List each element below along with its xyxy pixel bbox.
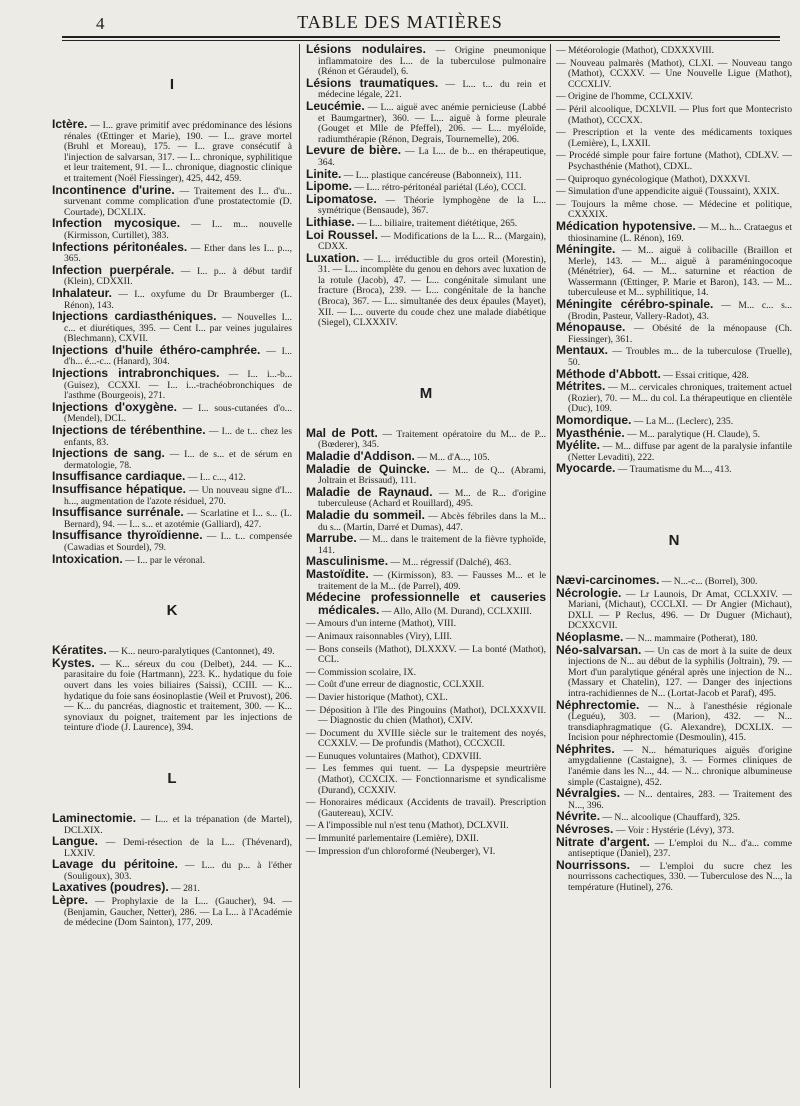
entry-heading: Injections de sang. [52,446,165,461]
index-entry [556,218,792,244]
index-entry [306,250,546,329]
index-entry [306,845,546,858]
entry-heading: Infection puerpérale. [52,262,175,277]
index-entry [306,461,546,487]
index-entry [556,126,792,149]
entry-body: — I... m... nouvelle (Kirmisson, Curtillet), 383. [64,219,292,241]
entry-body: — M... h... Crataegus et thiosinamine (L. Rénon), 169. [568,221,792,244]
entry-heading: Néo-salvarsan. [556,642,642,657]
index-entry [556,345,792,368]
index-entry [306,796,546,819]
entry-heading: Méthode d'Abbott. [556,366,661,381]
entry-body: — N... dentaires, 283. — Traitement des N..., 396. [568,789,792,811]
entry-heading: Méningite. [556,242,616,257]
entry-body: — M... cervicales chroniques, traitement actuel (Rozier), 70. — M... du col. La thérapeutique en clientèle (Duc), 109. [568,382,792,415]
index-entry [306,484,546,510]
entry-heading: Nourrissons. [556,857,631,872]
index-entry [306,566,546,592]
index-entry [306,44,546,78]
entry-body: — L... et la trépanation (de Martel), DCLXIX. [64,813,292,836]
index-entry [306,630,546,643]
index-entry [556,788,792,811]
entry-body: — Scarlatine et I... s... (L. Bernard), 94. — I... s... et azotémie (Galliard), 427. [64,508,292,530]
entry-heading: Loi Roussel. [306,227,378,242]
index-entry [52,218,292,241]
entry-heading: Injections de térébenthine. [52,423,206,438]
entry-heading: Insuffisance cardiaque. [52,469,186,484]
entry-heading: Maladie d'Addison. [306,449,415,464]
entry-heading: Névralgies. [556,786,621,801]
entry-body: — Bons conseils (Mathot), DLXXXV. — La bonté (Mathot), CCL. [306,643,546,666]
entry-body: — N...-c... (Borrel), 300. [659,575,758,587]
index-entry [52,399,292,425]
entry-heading: Mentaux. [556,343,609,358]
index-entry [52,311,292,345]
entry-body: — Les femmes qui tuent. — La dyspepsie meurtrière (Mathot), CCXCIX. — Fonctionnarisme et syndicalisme (Durand), CCXXIV. [306,763,546,796]
entry-heading: Lésions traumatiques. [306,75,439,90]
index-entry [306,666,546,679]
index-entry [556,697,792,744]
entry-heading: Injections cardiasthéniques. [52,309,217,324]
index-entry [306,617,546,630]
entry-heading: Incontinence d'urine. [52,182,175,197]
entry-heading: Luxation. [306,250,360,265]
index-entry [556,90,792,103]
entry-heading: Marrube. [306,531,357,546]
entry-body: — Péril alcoolique, DCXLVII. — Plus fort que Montecristo (Mathot), CCCXX. [556,103,792,126]
entry-heading: Ménopause. [556,320,626,335]
entry-body: — M... régressif (Dalché), 463. [388,557,512,569]
header-rule [62,36,780,38]
entry-body: — La M... (Leclerc), 235. [631,416,734,427]
index-entry [556,834,792,860]
entry-body: — Traitement opératoire du M... de P... (Bœderer), 345. [318,428,546,451]
entry-heading: Métrites. [556,379,606,394]
entry-heading: Langue. [52,834,99,849]
index-entry [556,642,792,700]
index-entry [556,198,792,221]
entry-body: — Nouvelles I... c... et diurétiques, 395. — Cent I... par veines jugulaires (Blechmann), CXVII. [64,312,292,345]
index-entry [306,691,546,704]
entry-heading: Néphrectomie. [556,697,640,712]
entry-body: — I... oxyfume du Dr Braumberger (L. Rénon), 143. [64,288,292,311]
index-entry [556,44,792,57]
entry-body: — Immunité parlementaire (Lemière), DXII. [306,833,479,845]
entry-heading: Ictère. [52,117,88,131]
entry-heading: Masculinisme. [306,554,389,569]
entry-heading: Nævi-carcinomes. [556,572,660,587]
entry-body: — I... d'h... é...-c... (Hanard), 304. [64,345,292,368]
entry-body: — Abcès fébriles dans la M... du s... (Martin, Darré et Dumas), 447. [318,511,546,533]
index-entry [52,810,292,836]
entry-heading: Lavage du péritoine. [52,857,178,872]
entry-body: — Simulation d'une appendicite aiguë (Toussaint), XXIX. [556,186,780,198]
entry-heading: Insuffisance thyroïdienne. [52,528,203,543]
entry-body: — La L... de b... en thérapeutique, 364. [318,146,546,168]
entry-body: — L... aiguë avec anémie pernicieuse (Labbé et Baumgartner), 360. — L... aiguë à forme pleurale (Gouget et Mlle de Pfeffel), 206. — L... myéloïde, radiumthérapie (Rénon, Degrais, Tournemelle), 206. [318,101,546,145]
index-entry [52,551,292,567]
entry-body: — Allo, Allo (M. Durand), CCLXXIII. [379,605,532,617]
entry-heading: Nitrate d'argent. [556,834,650,849]
index-entry [556,173,792,186]
page-number: 4 [96,14,105,33]
entry-heading: Mastoïdite. [306,566,369,581]
entry-heading: Névrite. [556,809,601,824]
index-entry [556,585,792,632]
entry-heading: Infections péritonéales. [52,239,188,254]
index-entry [556,103,792,126]
entry-body: — Impression d'un chloroformé (Neuberger), VI. [306,845,496,857]
index-entry [556,322,792,345]
entry-heading: Insuffisance hépatique. [52,482,186,496]
index-entry [52,895,292,929]
index-entry [52,119,292,185]
section-letter: K [166,602,178,620]
entry-body: — L... plastique cancéreuse (Babonneix), 111. [341,169,522,181]
entry-heading: Linite. [306,166,342,181]
column-divider [550,44,551,1088]
index-entry [52,836,292,859]
entry-heading: Médecine professionnelle et causeries médicales. [306,590,546,617]
entry-body: — Origine pneumonique inflammatoire des L... de la tuberculose pulmonaire (Rénon et Géraudel), 6. [318,45,546,78]
entry-body: — M... de R... d'origine tuberculeuse (Achard et Rouillard), 495. [318,487,546,510]
index-entry [306,425,546,451]
section-letter: N [668,531,680,549]
entry-heading: Leucémie. [306,98,365,113]
entry-body: — L'emploi du N... d'a... comme antiseptique (Daniel), 237. [568,837,792,860]
entry-body: — 281. [168,883,200,895]
entry-heading: Inhalateur. [52,285,113,300]
entry-body: — Troubles m... de la tuberculose (Truelle), 50. [568,346,792,369]
entry-heading: Méningite cérébro-spinale. [556,297,714,312]
index-entry [306,819,546,832]
entry-body: — M... dans le traitement de la fièvre typhoïde, 141. [318,534,546,556]
index-entry [306,191,546,217]
header-rule-thin [62,40,780,41]
entry-body: — I... c..., 412. [185,472,246,484]
index-entry [556,299,792,322]
entry-body: — L... rétro-péritonéal pariétal (Léo), CCCI. [352,182,526,194]
column-left [52,44,292,1086]
entry-body: — Demi-résection de la L... (Thévenard), LXXIV. [64,837,292,859]
entry-heading: Intoxication. [52,551,123,566]
entry-body: — M... paralytique (H. Claude), 5. [624,428,761,440]
entry-body: — N... à l'anesthésie régionale (Leguéu), 303. — (Marion), 432. — N... transdiaphragmatique (G. Alexandre), DCXLIX. — Incision pour néphrectomie (Desmoulin), 415. [568,700,792,744]
index-entry [306,533,546,556]
entry-body: — L... t... du rein et médecine légale, 221. [318,78,546,101]
entry-body: — Voir : Hystérie (Lévy), 373. [613,825,734,837]
index-entry [306,832,546,845]
entry-heading: Néoplasme. [556,629,624,644]
index-entry [52,425,292,448]
entry-body: — Météorologie (Mathot), CDXXXVIII. [556,45,714,56]
entry-body: — Coût d'une erreur de diagnostic, CCLXXII. [306,679,485,691]
entry-body: — N... hématuriques aiguës d'origine amygdalienne (Castaigne), 3. — Formes cliniques de l'anémie dans les N..., 44. — N... chronique albumineuse simple (Castaigne), 452. [568,744,792,788]
entry-heading: Névroses. [556,822,614,837]
entry-heading: Levure de bière. [306,143,402,158]
entry-heading: Myasthénie. [556,425,625,440]
entry-body: — (Kirmisson), 83. — Fausses M... et le traitement de la M... (de Parrel), 409. [318,569,546,592]
entry-heading: Injections d'huile éthéro-camphrée. [52,342,261,357]
entry-heading: Infection mycosique. [52,216,181,231]
entry-body: — I... de s... et de sérum en dermatologie, 78. [64,449,292,471]
entry-body: — Lr Launois, Dr Amat, CCLXXIV. — Mariani, (Michaut), CCCLXI. — Dr Angier (Michaut), DXLI. — P Reclus, 496. — Dr Duguer (Michaut), DCXXCVII. [568,588,792,632]
entry-heading: Maladie du sommeil. [306,508,425,522]
entry-heading: Momordique. [556,413,632,427]
entry-body: — M... de Q... (Abrami, Joltrain et Brissaud), 111. [318,464,546,487]
entry-body: — L... du p... à l'éther (Souligoux), 303. [64,860,292,882]
section-letter: I [169,76,175,93]
index-entry [52,285,292,311]
entry-heading: Lithiase. [306,214,355,229]
index-entry [556,185,792,198]
entry-heading: Mal de Pott. [306,425,378,440]
entry-heading: Laxatives (poudres). [52,880,169,895]
entry-heading: Nécrologie. [556,585,622,600]
entry-body: — Nouveau palmarès (Mathot), CLXI. — Nouveau tango (Mathot), CCXXV. — Une Nouvelle Ligue (Mathot), CCCXLIV. [556,57,792,90]
entry-body: — I... t... compensée (Cawadias et Sourdel), 79. [64,531,292,553]
entry-body: — Obésité de la ménopause (Ch. Fiessinger), 361. [568,323,792,345]
index-entry [52,182,292,219]
index-entry [306,678,546,691]
entry-body: — Ether dans les I... p..., 365. [64,242,292,265]
index-entry [52,262,292,288]
entry-body: — Un nouveau signe d'I... h..., augmentation de l'azote résiduel, 270. [64,485,292,507]
entry-body: — M... aiguë à colibacille (Braillon et Merle), 143. — M... aiguë à paraméningocoque (Ménétrier), 64. — M... saturnine et réaction de Wassermann (Œttinger, P. Marie et Baron), 143. — M... tuberculeuse et M... syphilitique, 14. [568,245,792,299]
entry-body: — Prophylaxie de la L... (Gaucher), 94. — (Benjamin, Gaucher, Netter), 286. — La L... à l'Académie de médecine (Dom Sainton), 177, 209. [64,896,292,929]
entry-body: — I... p... à début tardif (Klein), CDXXII. [64,265,292,288]
entry-heading: Kystes. [52,655,95,670]
entry-body: — L... irréductible du gros orteil (Morestin), 31. — L... incomplète du genou en dehors avec luxation de la rotule (Jacob), 47. — L... congénitale simulant une fracture (Broca), 239. — L... congénitale de la hanche (Broca), 367. — L... simultanée des deux épaules (Mayet), XII. — L... ouverte du coude chez une malade diabétique (Siegel), CLXXXIV. [318,253,546,329]
entry-heading: Insuffisance surrénale. [52,505,184,520]
running-head: TABLE DES MATIÈRES [297,12,503,32]
entry-body: — L... biliaire, traitement diététique, 265. [354,217,518,229]
entry-heading: Lipomatose. [306,191,377,206]
column-middle [306,44,546,1086]
entry-body: — Toujours la même chose. — Médecine et politique, CXXXIX. [556,198,792,221]
index-entry [52,655,292,734]
index-entry [306,510,546,533]
index-entry [306,643,546,666]
entry-body: — I... de t... chez les enfants, 83. [64,426,292,448]
entry-body: — Document du XVIIIe siècle sur le traitement des noyés, CCXXLV. — De profundis (Mathot), CCCXCII. [306,727,546,750]
entry-body: — Eunuques voluntaires (Mathot), CDXVIII. [306,750,482,762]
entry-body: — K... séreux du cou (Delbet), 244. — K... parasitaire du foie (Hartmann), 223. K.. hydatique du foie ouvert dans les voies biliaires (Saissi), CCIII. — K... hydatique du foie sans éosinoplastie (Weil et Pruvost), 206. — K... du pancréas, diagnostic et traitement, 300. — K... synoviaux du poignet, traitement par les injections de teinture d'iode (J. Laurence), 394. [64,658,292,734]
index-entry [52,484,292,507]
entry-body: — Un cas de mort à la suite de deux injections de N... au début de la syphilis (Joltrain), 79. — Mort d'un paralytique général après une injection de N... (Massary et Chatelin), 127. — Danger des injections intra-rachidiennes de N... (Lortat-Jacob et Paraf), 495. [568,645,792,699]
index-entry [52,342,292,368]
column-right [556,44,792,1086]
index-entry [52,239,292,265]
index-entry [556,244,792,299]
entry-body: — Amours d'un interne (Mathot), VIII. [306,618,456,630]
column-divider [299,44,300,1088]
index-entry [52,530,292,553]
entry-heading: Myélite. [556,438,601,453]
index-entry [556,149,792,172]
entry-body: — I... par le véronal. [122,554,205,566]
entry-heading: Lipome. [306,179,353,194]
entry-heading: Maladie de Quincke. [306,461,430,476]
entry-body: — Théorie lymphogène de la L... symétrique (Bensaude), 367. [318,194,546,217]
entry-heading: Kératites. [52,643,107,658]
index-entry [306,704,546,727]
index-entry [556,857,792,894]
index-entry [52,448,292,471]
entry-body: — Essai critique, 428. [660,369,749,381]
entry-heading: Lèpre. [52,893,89,908]
entry-body: — Prescription et la vente des médicaments toxiques (Lemière), L, LXXII. [556,127,792,149]
entry-heading: Néphrites. [556,741,615,756]
index-entry [306,227,546,253]
entry-heading: Médication hypotensive. [556,218,696,233]
index-entry [52,507,292,530]
entry-body: — Commission scolaire, IX. [306,666,417,678]
index-entry [556,57,792,91]
entry-body: — Quiproquo gynécologique (Mathot), DXXXVI. [556,173,750,185]
index-entry [306,145,546,168]
index-entry [556,741,792,788]
entry-heading: Myocarde. [556,461,616,476]
entry-body: — I... grave primitif avec prédominance des lésions rénales (Œttinger et Marie), 190. — I... grave mortel (Bruhl et Moreau), 175. — I... grave consécutif à l'injection de salvarsan, 317. — I... chronique, syphilitique et leur traitement, 91. — I... chronique, diagnostic clinique et traitement (Noël Fiessinger), 425, 442, 459. [64,120,292,184]
index-entry [556,440,792,463]
section-letter: M [419,384,433,402]
entry-heading: Injections intrabronchiques. [52,366,220,381]
entry-body: — M... diffuse par agent de la paralysie infantile (Netter Levaditi), 222. [568,441,792,463]
entry-body: — N... alcoolique (Chauffard), 325. [600,812,740,824]
entry-body: — Davier historique (Mathot), CXL. [306,691,448,703]
entry-body: — Traumatisme du M..., 413. [615,464,732,476]
entry-body: — Procédé simple pour faire fortune (Mathot), CDLXV. — Psychasthénie (Mathot), CDXL. [556,150,792,172]
entry-body: — Animaux raisonnables (Viry), LIII. [306,630,452,642]
entry-body: — I... sous-cutanées d'o... (Mendel), DCL. [64,402,292,425]
entry-heading: Maladie de Raynaud. [306,484,433,499]
entry-heading: Laminectomie. [52,810,137,825]
entry-body: — I... i...-b... (Guisez), CCXXI. — I... i...-trachéobronchiques de l'asthme (Bourgeois), 271. [64,369,292,402]
entry-body: — M... d'A..., 105. [414,452,490,464]
index-entry [306,750,546,763]
entry-body: — Modifications de la L... R... (Margain), CDXX. [318,230,546,253]
index-entry [556,463,792,476]
index-entry [306,75,546,101]
index-entry [306,727,546,750]
entry-body: — L'emploi du sucre chez les nourrissons cachectiques, 330. — Tuberculose des N..., la température (Hutinel), 276. [568,860,792,893]
index-entry [556,381,792,415]
entry-body: — M... c... s... (Brodin, Pasteur, Vallery-Radot), 43. [568,300,792,322]
index-entry [306,98,546,145]
entry-body: — Honoraires médicaux (Accidents de travail). Prescription (Gautereau), XCIV. [306,797,546,819]
entry-body: — K... neuro-paralytiques (Cantonnet), 49. [106,646,275,658]
index-entry [52,859,292,882]
section-letter: L [167,769,177,787]
entry-heading: Lésions nodulaires. [306,44,426,56]
entry-body: — A l'impossible nul n'est tenu (Mathot), DCLXVII. [306,820,509,832]
entry-body: — N... mammaire (Potherat), 180. [623,632,758,644]
index-entry [306,762,546,796]
entry-body: — Déposition à l'île des Pingouins (Mathot), DCLXXXVII. — Diagnostic du chien (Mathot), CXIV. [306,704,546,727]
index-entry [52,368,292,402]
entry-heading: Injections d'oxygène. [52,399,177,414]
index-entry [306,592,546,617]
entry-body: — Traitement des I... d'u... survenant comme complication d'une prostatectomie (D. Courtade), DCXLIX. [64,185,292,218]
entry-body: — Origine de l'homme, CCLXXIV. [556,91,693,103]
